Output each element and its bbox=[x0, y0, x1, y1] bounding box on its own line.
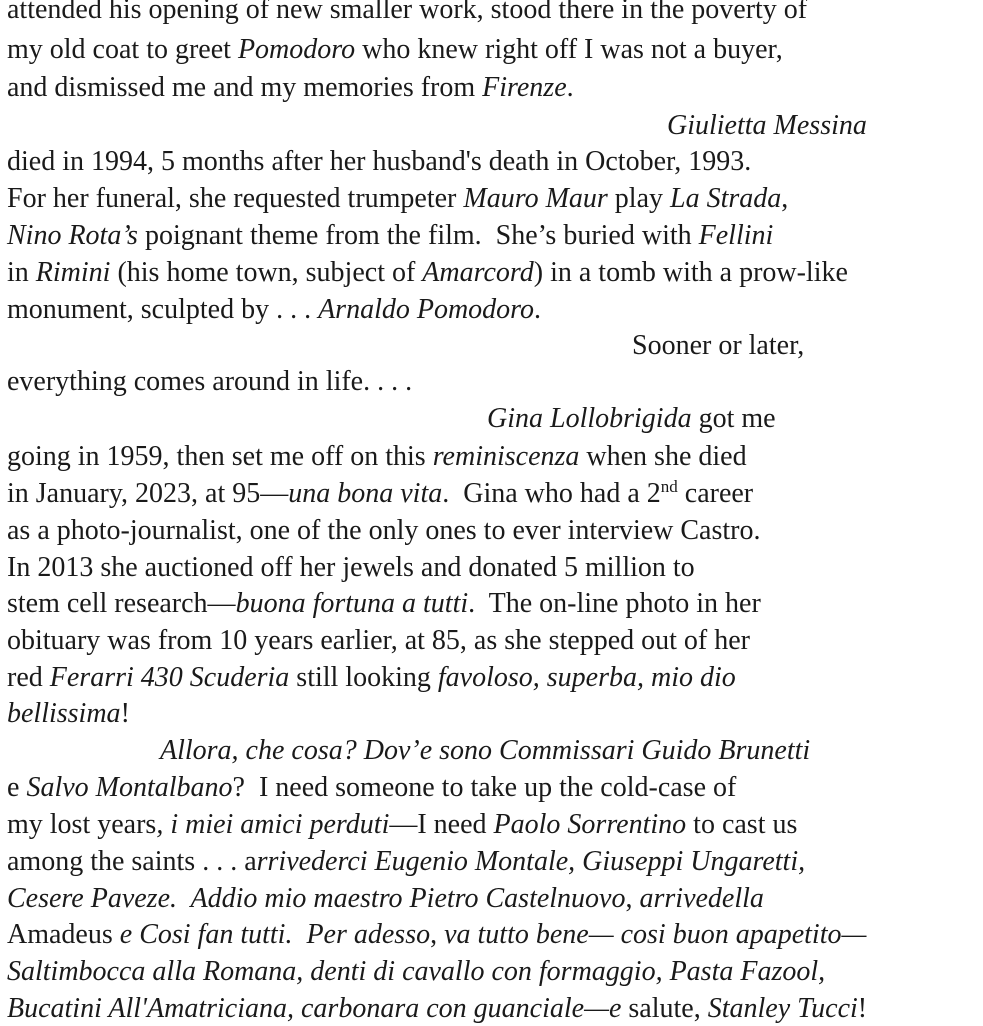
italic-text: e Cosi fan tutti. Per adesso bbox=[119, 919, 431, 950]
text-run: ) in a tomb with a prow-like bbox=[533, 257, 848, 288]
italic-text: Giulietta Messina bbox=[667, 110, 867, 141]
text-line bbox=[7, 182, 788, 216]
text-line bbox=[7, 477, 753, 511]
text-line bbox=[7, 33, 783, 67]
text-line bbox=[7, 256, 848, 290]
text-run: everything comes around in life. . . . bbox=[7, 366, 413, 397]
italic-text: Amarcord bbox=[422, 257, 534, 288]
text-run: . bbox=[566, 72, 574, 103]
text-run: In 2013 she auctioned off her jewels and donated 5 million to bbox=[7, 552, 695, 583]
text-run: . The on-line photo in her bbox=[468, 588, 761, 619]
text-run: my old coat to greet bbox=[7, 34, 238, 65]
text-line bbox=[7, 293, 541, 327]
text-line bbox=[7, 365, 412, 399]
text-line bbox=[7, 551, 695, 585]
text-line bbox=[160, 734, 810, 768]
italic-text: Arnaldo Pomodoro bbox=[318, 294, 535, 325]
italic-text: Cesere Paveze. Addio mio maestro Pietro Castelnuovo bbox=[7, 883, 626, 914]
text-line bbox=[7, 624, 750, 658]
italic-text: Pomodoro bbox=[237, 34, 356, 65]
italic-text: Mauro Maur bbox=[463, 183, 608, 214]
italic-text: Paolo Sorrentino bbox=[493, 809, 687, 840]
text-run: career bbox=[677, 478, 754, 509]
italic-text: Allora, che cosa? Dov’e sono Commissari Guido Brunetti bbox=[160, 735, 811, 766]
italic-text: reminiscenza bbox=[432, 441, 580, 472]
text-run: play bbox=[607, 183, 671, 214]
text-line bbox=[7, 587, 761, 621]
text-run: in January, 2023, at 95— bbox=[7, 478, 289, 509]
italic-text: arrivedella bbox=[639, 883, 764, 914]
italic-text: buona fortuna a tutti bbox=[235, 588, 469, 619]
text-run: —I need bbox=[389, 809, 494, 840]
text-run: and dismissed me and my memories from bbox=[7, 72, 483, 103]
text-line bbox=[7, 145, 751, 179]
text-line bbox=[7, 955, 825, 989]
text-run: got me bbox=[691, 403, 776, 434]
text-run: , bbox=[430, 919, 445, 950]
text-run: stem cell research— bbox=[7, 588, 236, 619]
text-run: poignant theme from the film. She’s buried with bbox=[137, 220, 699, 251]
text-run: ! bbox=[857, 993, 868, 1024]
italic-text: bellissima bbox=[7, 698, 121, 729]
text-run: in bbox=[7, 257, 36, 288]
superscript-text: nd bbox=[660, 477, 678, 496]
text-line bbox=[7, 440, 747, 474]
text-run: e bbox=[7, 772, 27, 803]
text-run: among the saints . . . a bbox=[7, 846, 257, 877]
text-run: monument, sculpted by . . . bbox=[7, 294, 319, 325]
italic-text: una bona vita bbox=[288, 478, 443, 509]
text-line bbox=[7, 918, 866, 952]
italic-text: Bucatini All'Amatriciana, carbonara con guanciale—e bbox=[7, 993, 629, 1024]
text-line bbox=[632, 329, 804, 363]
text-run: attended his opening of new smaller work, stood there in the poverty of bbox=[7, 0, 808, 25]
italic-text: rrivederci Eugenio Montale, Giuseppi Ungaretti, bbox=[256, 846, 806, 877]
italic-text: va tutto bene— cosi buon apapetito— bbox=[444, 919, 867, 950]
text-line bbox=[667, 109, 867, 143]
italic-text: Saltimbocca alla Romana, denti di cavallo con formaggio, Pasta Fazool, bbox=[7, 956, 826, 987]
text-line bbox=[7, 514, 760, 548]
italic-text: Salvo Montalbano bbox=[26, 772, 233, 803]
italic-text: Gina Lollobrigida bbox=[487, 403, 692, 434]
text-line bbox=[7, 697, 130, 731]
italic-text: Stanley Tucci bbox=[707, 993, 858, 1024]
text-run: . Gina who had a 2 bbox=[442, 478, 661, 509]
text-run: ? I need someone to take up the cold-case of bbox=[232, 772, 737, 803]
text-run: when she died bbox=[579, 441, 747, 472]
text-run: Amadeus bbox=[7, 919, 120, 950]
text-line bbox=[7, 808, 797, 842]
italic-text: La Strada bbox=[670, 183, 782, 214]
italic-text: Rimini bbox=[35, 257, 111, 288]
text-run: (his home town, subject of bbox=[110, 257, 423, 288]
text-run: , bbox=[781, 183, 789, 214]
text-run: going in 1959, then set me off on this bbox=[7, 441, 433, 472]
text-run: ! bbox=[120, 698, 130, 729]
text-run: to cast us bbox=[686, 809, 798, 840]
text-line bbox=[7, 0, 807, 27]
italic-text: favoloso, superba, mio dio bbox=[437, 662, 736, 693]
text-run: died in 1994, 5 months after her husband's death in October, 1993. bbox=[7, 146, 752, 177]
text-run: salute, bbox=[628, 993, 708, 1024]
text-run: Sooner or later, bbox=[632, 330, 805, 361]
text-line bbox=[7, 661, 736, 695]
text-run: red bbox=[7, 662, 50, 693]
text-line bbox=[487, 402, 776, 436]
text-run: my lost years bbox=[7, 809, 157, 840]
text-run: For her funeral, she requested trumpeter bbox=[7, 183, 464, 214]
text-line bbox=[7, 845, 805, 879]
text-run: still looking bbox=[289, 662, 438, 693]
text-line bbox=[7, 882, 764, 916]
text-run: . bbox=[534, 294, 542, 325]
text-line bbox=[7, 219, 773, 253]
text-run: , bbox=[625, 883, 640, 914]
text-run: who knew right off I was not a buyer, bbox=[355, 34, 783, 65]
text-line bbox=[7, 992, 867, 1026]
text-run: obituary was from 10 years earlier, at 85, as she stepped out of her bbox=[7, 625, 750, 656]
italic-text: Nino Rota’s bbox=[7, 220, 138, 251]
text-line bbox=[7, 771, 736, 805]
italic-text: , i miei amici perduti bbox=[156, 809, 390, 840]
italic-text: Firenze bbox=[482, 72, 567, 103]
italic-text: Ferarri 430 Scuderia bbox=[49, 662, 290, 693]
text-run: as a photo-journalist, one of the only ones to ever interview Castro. bbox=[7, 515, 761, 546]
italic-text: Fellini bbox=[698, 220, 774, 251]
text-line bbox=[7, 71, 574, 105]
